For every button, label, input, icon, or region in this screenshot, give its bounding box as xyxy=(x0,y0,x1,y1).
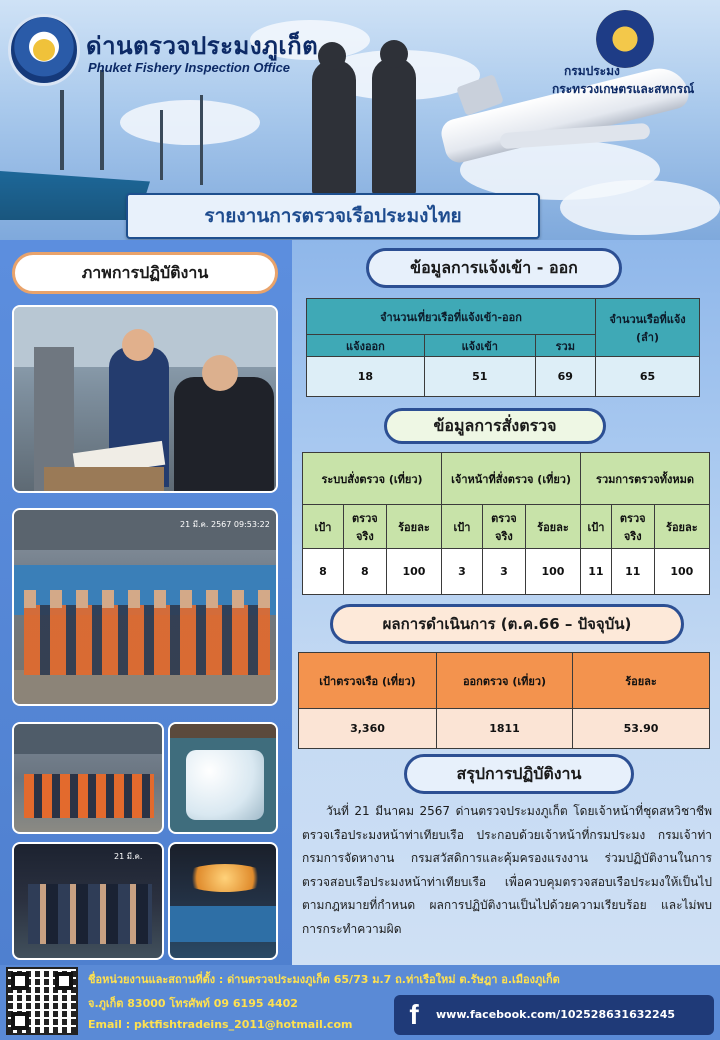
photo-timestamp: 21 มี.ค. 2567 09:53:22 xyxy=(180,520,270,529)
facebook-url[interactable]: www.facebook.com/102528631632245 xyxy=(436,1008,675,1021)
order-target-1: เป้า xyxy=(303,505,344,549)
ministry-name: กระทรวงเกษตรและสหกรณ์ xyxy=(552,82,695,96)
order-group-officer: เจ้าหน้าที่สั่งตรวจ (เที่ยว) xyxy=(442,453,581,505)
report-sub-in: แจ้งเข้า xyxy=(424,335,535,357)
report-col-boats: จำนวนเรือที่แจ้ง (ลำ) xyxy=(596,299,700,357)
department-of-fisheries-logo xyxy=(596,10,654,68)
result-col-inspected: ออกตรวจ (เที่ยว) xyxy=(437,653,573,709)
summary-text xyxy=(302,800,712,942)
report-col-group: จำนวนเที่ยวเรือที่แจ้งเข้า-ออก xyxy=(307,299,596,335)
footer-phone: จ.ภูเก็ต 83000 โทรศัพท์ 09 6195 4402 xyxy=(88,997,298,1010)
result-col-percent: ร้อยละ xyxy=(573,653,710,709)
order-group-system: ระบบสั่งตรวจ (เที่ยว) xyxy=(303,453,442,505)
order-value: 11 xyxy=(581,549,612,595)
order-percent-2: ร้อยละ xyxy=(525,505,580,549)
report-heading xyxy=(366,248,622,288)
order-actual-1: ตรวจจริง xyxy=(343,505,386,549)
summary-paragraph: วันที่ 21 มีนาคม 2567 ด่านตรวจประมงภูเก็ต โดยเจ้าหน้าที่ชุดสหวิชาชีพตรวจเรือประมงหน้าท่าเทียบเรือ ประกอบด้วยเจ้าหน้าที่กรมประมง กรมเจ้าท่า กรมการจัดหางาน กรมสวัสดิการและคุ้มครองแรงงาน ร่วมปฏิบัติงานในการตรวจสอบเรือประมงหน้าท่าเทียบเรือ เพื่อควบคุมตรวจสอบเรือประมงให้เป็นไปตามกฎหมายที่กำหนด ผลการปฏิบัติงานเป็นไปด้วยความเรียบร้อย และไม่พบการกระทำความผิด xyxy=(302,804,712,936)
footer-address: ชื่อหน่วยงานและสถานที่ตั้ง : ด่านตรวจประมงภูเก็ต 65/73 ม.7 ถ.ท่าเรือใหม่ ต.รัษฎา อ.เมืองภูเก็ต xyxy=(88,973,560,986)
order-value: 100 xyxy=(654,549,709,595)
statue-image xyxy=(312,60,356,195)
photo-night-inspection xyxy=(12,842,164,960)
report-heading-label: ข้อมูลการแจ้งเข้า - ออก xyxy=(410,257,578,277)
photo-timestamp-2: 21 มี.ค. xyxy=(114,852,143,861)
order-actual-3: ตรวจจริง xyxy=(611,505,654,549)
qr-code[interactable] xyxy=(6,967,78,1035)
report-title-box xyxy=(126,193,540,239)
report-sub-total: รวม xyxy=(535,335,595,357)
facebook-icon: f xyxy=(409,999,419,1030)
order-value: 8 xyxy=(303,549,344,595)
order-value: 3 xyxy=(442,549,483,595)
report-val-out: 18 xyxy=(307,357,425,397)
order-percent-3: ร้อยละ xyxy=(654,505,709,549)
order-group-total: รวมการตรวจทั้งหมด xyxy=(581,453,710,505)
result-val-percent: 53.90 xyxy=(573,709,710,749)
order-value: 3 xyxy=(482,549,525,595)
report-title: รายงานการตรวจเรือประมงไทย xyxy=(204,205,462,227)
photo-team-group xyxy=(12,508,278,706)
result-val-inspected: 1811 xyxy=(437,709,573,749)
report-sub-out: แจ้งออก xyxy=(307,335,425,357)
report-val-total: 69 xyxy=(535,357,595,397)
result-heading xyxy=(330,604,684,644)
order-value: 100 xyxy=(386,549,441,595)
order-value: 100 xyxy=(525,549,580,595)
result-heading-label: ผลการดำเนินการ (ต.ค.66 – ปัจจุบัน) xyxy=(382,615,632,633)
fishery-inspection-logo xyxy=(8,14,80,86)
order-target-2: เป้า xyxy=(442,505,483,549)
footer-email[interactable]: Email : pktfishtradeins_2011@hotmail.com xyxy=(88,1018,353,1031)
photos-heading xyxy=(12,252,278,294)
order-value: 11 xyxy=(611,549,654,595)
result-val-target: 3,360 xyxy=(299,709,437,749)
report-val-in: 51 xyxy=(424,357,535,397)
order-heading xyxy=(384,408,606,444)
order-table xyxy=(302,452,710,595)
order-percent-1: ร้อยละ xyxy=(386,505,441,549)
order-value: 8 xyxy=(343,549,386,595)
order-heading-label: ข้อมูลการสั่งตรวจ xyxy=(433,415,557,435)
report-table xyxy=(306,298,700,397)
photos-heading-label: ภาพการปฏิบัติงาน xyxy=(81,262,209,282)
order-actual-2: ตรวจจริง xyxy=(482,505,525,549)
photo-boat-night xyxy=(168,842,278,960)
result-col-target: เป้าตรวจเรือ (เที่ยว) xyxy=(299,653,437,709)
summary-heading xyxy=(404,754,634,794)
photo-document-check xyxy=(12,305,278,493)
summary-heading-label: สรุปการปฏิบัติงาน xyxy=(456,763,582,783)
result-table xyxy=(298,652,710,749)
office-name-th: ด่านตรวจประมงภูเก็ต xyxy=(86,32,319,60)
photo-pier-inspection xyxy=(12,722,164,834)
photo-ice-hold xyxy=(168,722,278,834)
office-name-en: Phuket Fishery Inspection Office xyxy=(88,60,291,75)
order-target-3: เป้า xyxy=(581,505,612,549)
department-name: กรมประมง xyxy=(564,64,620,78)
report-val-boats: 65 xyxy=(596,357,700,397)
